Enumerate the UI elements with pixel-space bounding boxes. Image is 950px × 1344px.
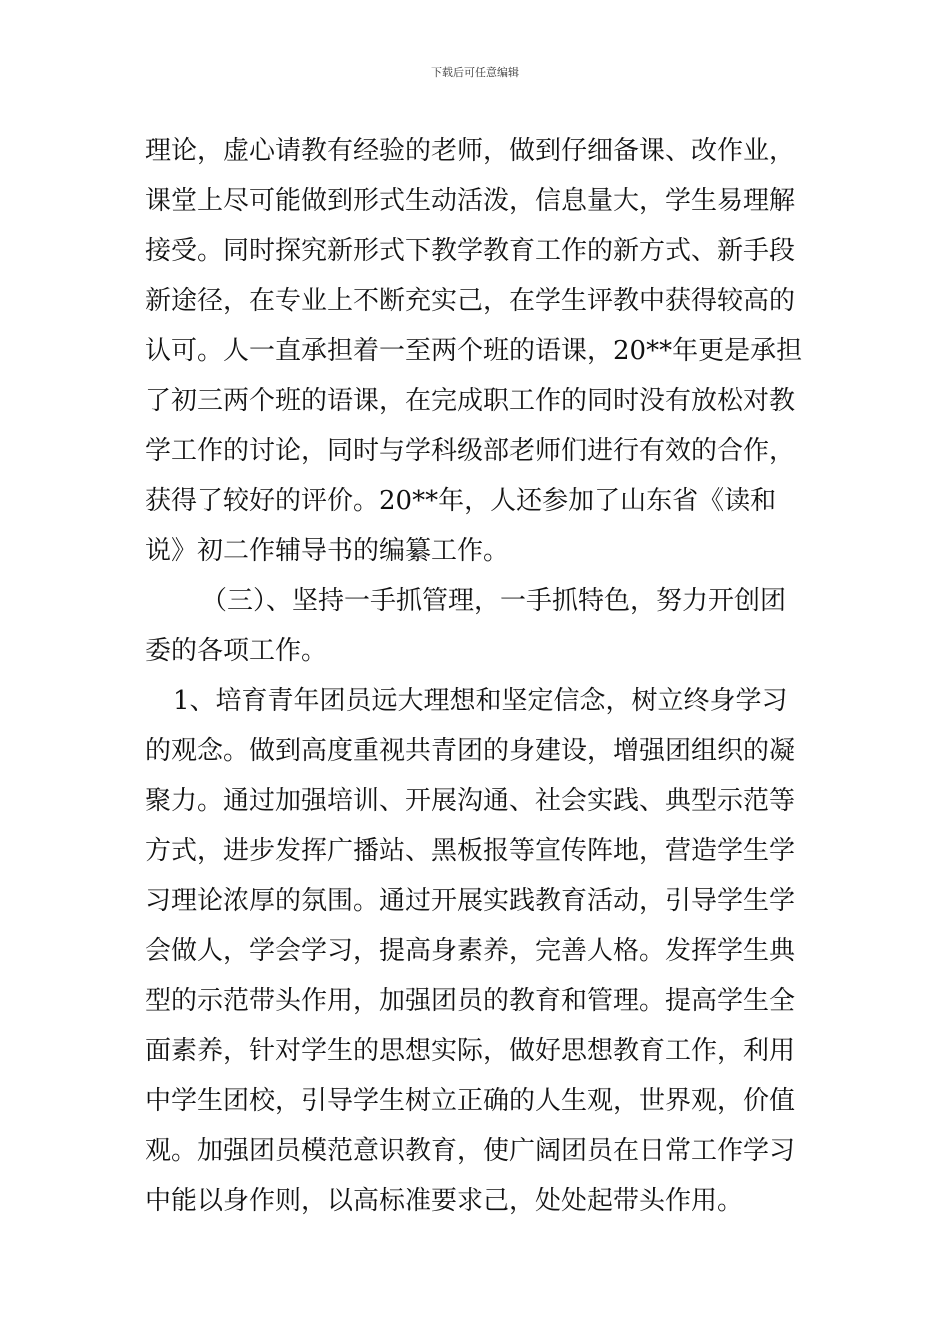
text-line: 委的各项工作。 [145,636,328,666]
text-line: 会做人，学会学习，提高身素养，完善人格。发挥学生典 [145,936,796,966]
document-body [145,126,815,1226]
text-line: 型的示范带头作用，加强团员的教育和管理。提高学生全 [145,986,796,1016]
page-header: 下载后可任意编辑 [431,66,519,79]
text-line: 认可。人一直承担着一至两个班的语课，20**年更是承担 [145,336,803,366]
text-line: 新途径，在专业上不断充实己，在学生评教中获得较高的 [145,286,796,316]
text-line: 的观念。做到高度重视共青团的身建设，增强团组织的凝 [145,736,796,766]
section-heading: （三）、坚持一手抓管理，一手抓特色，努力开创团 [201,586,787,616]
text-line: 面素养，针对学生的思想实际，做好思想教育工作，利用 [145,1036,796,1066]
text-line: 了初三两个班的语课，在完成职工作的同时没有放松对教 [145,386,796,416]
text-line: 中学生团校，引导学生树立正确的人生观，世界观，价值 [145,1086,796,1116]
paragraph-start: 1、培育青年团员远大理想和坚定信念，树立终身学习 [173,686,788,716]
text-line: 中能以身作则，以高标准要求己，处处起带头作用。 [145,1186,744,1216]
text-line: 方式，进步发挥广播站、黑板报等宣传阵地，营造学生学 [145,836,796,866]
text-line: 学工作的讨论，同时与学科级部老师们进行有效的合作， [145,436,796,466]
text-line: 聚力。通过加强培训、开展沟通、社会实践、典型示范等 [145,786,796,816]
text-line: 理论，虚心请教有经验的老师，做到仔细备课、改作业， [145,136,796,166]
text-line: 观。加强团员模范意识教育，使广阔团员在日常工作学习 [145,1136,796,1166]
text-line: 接受。同时探究新形式下教学教育工作的新方式、新手段 [145,236,796,266]
text-line: 课堂上尽可能做到形式生动活泼，信息量大，学生易理解 [145,186,796,216]
text-line: 获得了较好的评价。20**年，人还参加了山东省《读和 [145,486,777,516]
text-line: 习理论浓厚的氛围。通过开展实践教育活动，引导学生学 [145,886,796,916]
text-line: 说》初二作辅导书的编纂工作。 [145,536,510,566]
